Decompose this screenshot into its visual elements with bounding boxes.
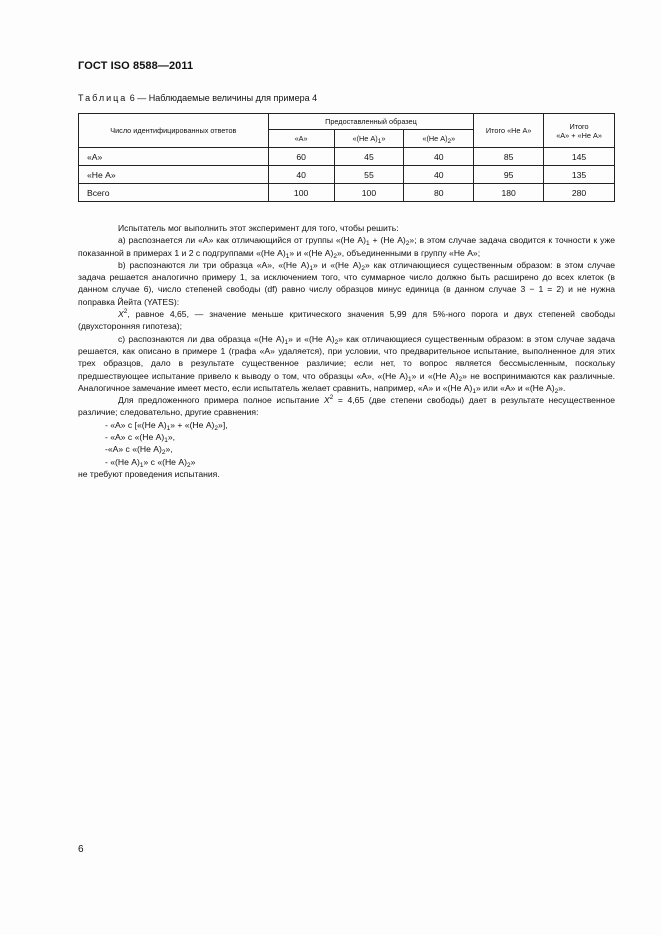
cell: 100 xyxy=(334,184,404,202)
cell: 80 xyxy=(404,184,474,202)
list-item: -«А» с «(Не $А)_2$», xyxy=(105,444,173,457)
cell: 45 xyxy=(334,148,404,166)
list-item: - «А» с «(Не $А)_1$», xyxy=(105,432,176,445)
body-text xyxy=(78,222,615,480)
paragraph-final: не требуют проведения испытания. xyxy=(78,468,220,479)
header-a: «А» xyxy=(268,130,334,148)
paragraph-b: b) распознаются ли три образца «А», «(Не $А)_1$» и «(Не $А)_2$» как отличающиеся существенным образом: в этом случае задача решается аналогично примеру 1, за исключением того, что суммарное число должно быть расширено до всех клеток (в данном случае 6), число степеней свободы (df) равно числу образцов минус единица (в данном случае 3 − 1 = 2) и не нужна поправка Йейта (YATES): xyxy=(78,259,616,307)
paragraph-chi-square: $X^2$, равное 4,65, — значение меньше критического значения 5,99 для 5%-ного порога и двух степеней свободы (двухсторонняя гипотеза); xyxy=(78,308,615,332)
cell: 280 xyxy=(544,184,615,202)
table-row xyxy=(79,148,615,166)
cell: 40 xyxy=(268,166,334,184)
cell: 95 xyxy=(474,166,544,184)
paragraph-intro: Испытатель мог выполнить этот эксперимент для того, чтобы решить: xyxy=(118,223,399,233)
header-not-a-1: «(Не $А)_1$» xyxy=(334,130,404,148)
caption-prefix: Таблица xyxy=(78,93,128,103)
header-total-not-a: Итого «Не А» xyxy=(474,114,544,148)
header-presented-sample: Предоставленный образец xyxy=(268,114,474,130)
header-identified-count: Число идентифицированных ответов xyxy=(79,114,269,148)
cell: 180 xyxy=(474,184,544,202)
list-item: - «(Не $А)_1$» с «(Не $А)_2$» xyxy=(105,456,196,469)
row-label: «Не А» xyxy=(79,166,269,184)
paragraph-full-test: Для предложенного примера полное испытание $X^2 = 4,65$ (две степени свободы) дает в результате несущественное различие; следовательно, другие сравнения: xyxy=(78,394,615,418)
header-total-all: Итого «А» + «Не А» xyxy=(544,114,615,148)
cell: 145 xyxy=(544,148,615,166)
cell: 55 xyxy=(334,166,404,184)
observations-table xyxy=(78,113,615,202)
cell: 40 xyxy=(404,166,474,184)
page-header: ГОСТ ISO 8588—2011 xyxy=(78,60,194,72)
list-item: - «А» с [«(Не $А)_1$» + «(Не $А)_2$»], xyxy=(105,419,228,432)
table-header-row xyxy=(79,114,615,130)
table-row xyxy=(79,184,615,202)
cell: 100 xyxy=(268,184,334,202)
paragraph-c: c) распознаются ли два образца «(Не $А)_1$» и «(Не $А)_2$» как отличающиеся существенным образом: в этом случае задача решается, как описано в примере 1 (графа «А» удаляется), при условии, что предварительное испытание, выполненное для этих трех образцов, дало в результате существенное различие; если нет, то вопрос является бессмысленным, поскольку предшествующее испытание привело к выводу о том, что образцы «А», «(Не $А)_1$» и «(Не $А)_2$» не воспринимаются как различные. Аналогичное замечание имеет место, если испытатель желает сравнить, например, «А» и «(Не $А)_1$» или «А» и «(Не $А)_2$». xyxy=(78,333,616,395)
cell: 40 xyxy=(404,148,474,166)
table-row xyxy=(79,166,615,184)
paragraph-a: a) распознается ли «А» как отличающийся от группы «(Не $А)_1 + (Не$ $А)_2$»; в этом случае задача сводится к точности к уже показанной в примерах 1 и 2 с подгруппами «(Не $А)_1$» и «(Не $А)_2$», объединенными в группу «Не А»; xyxy=(78,235,615,260)
caption-text: 6 — Наблюдаемые величины для примера 4 xyxy=(127,93,318,103)
header-not-a-2: «(Не $А)_2$» xyxy=(404,130,474,148)
table-caption xyxy=(78,93,317,103)
cell: 135 xyxy=(544,166,615,184)
row-label: Всего xyxy=(79,184,269,202)
cell: 60 xyxy=(268,148,334,166)
page-number: 6 xyxy=(78,844,84,855)
cell: 85 xyxy=(474,148,544,166)
row-label: «А» xyxy=(79,148,269,166)
